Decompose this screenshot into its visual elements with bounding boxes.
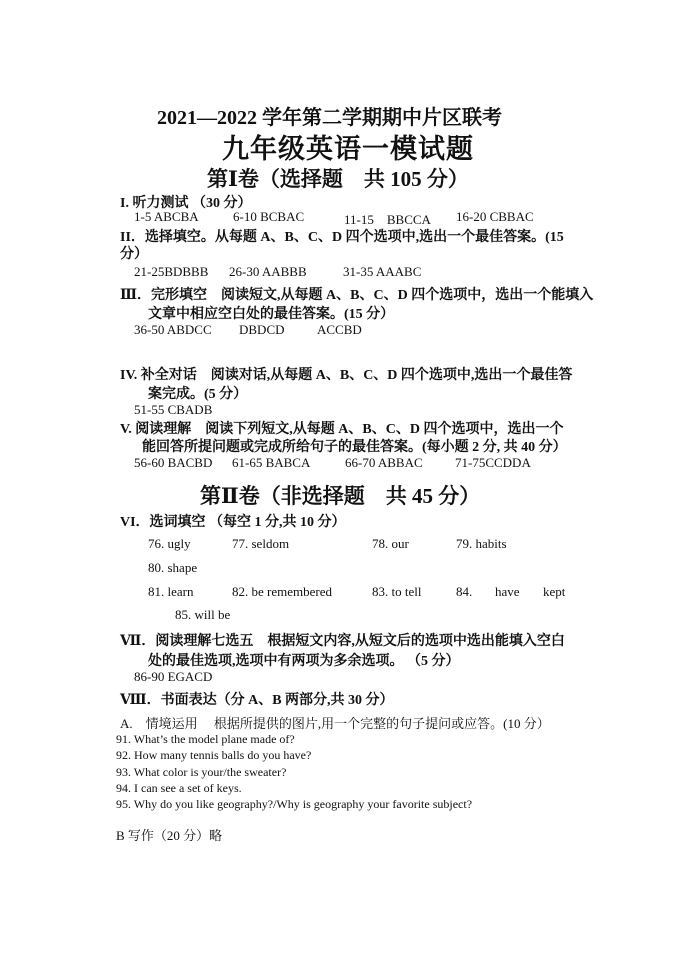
section-8-title: Ⅷ．书面表达（分 A、B 两部分,共 30 分）: [120, 693, 394, 708]
writing-answer: 94. I can see a set of keys.: [116, 781, 242, 795]
fill-answer: 79. habits: [456, 536, 507, 551]
section-5-title-cont: 能回答所提问题或完成所给句子的最佳答案。(每小题 2 分, 共 40 分）: [142, 440, 567, 455]
answer-group: 61-65 BABCA: [232, 455, 311, 470]
answer-group: DBDCD: [239, 322, 285, 337]
exam-series-title: 2021—2022 学年第二学期期中片区联考: [157, 107, 502, 129]
fill-answer: 85. will be: [175, 607, 231, 622]
section-2-title: II．选择填空。从每题 A、B、C、D 四个选项中,选出一个最佳答案。(15: [120, 230, 564, 245]
writing-answer: 91. What’s the model plane made of?: [116, 732, 295, 746]
section-7-title-cont: 处的最佳选项,选项中有两项为多余选项。 （5 分）: [148, 654, 460, 669]
part-2-title: 第Ⅱ卷（非选择题 共 45 分）: [200, 484, 481, 508]
answer-group: 6-10 BCBAC: [233, 209, 305, 224]
fill-answer: 83. to tell: [372, 584, 422, 599]
section-5-title: V. 阅读理解 阅读下列短文,从每题 A、B、C、D 四个选项中，选出一个: [120, 422, 564, 437]
section-4-title: IV. 补全对话 阅读对话,从每题 A、B、C、D 四个选项中,选出一个最佳答: [120, 368, 573, 383]
answer-group: 21-25BDBBB: [134, 264, 209, 279]
section-2-title-cont: 分）: [120, 247, 148, 262]
fill-answer: 84.: [456, 584, 473, 599]
writing-answer: 93. What color is your/the sweater?: [116, 765, 287, 779]
section-3-title-cont: 文章中相应空白处的最佳答案。(15 分）: [148, 307, 395, 322]
writing-answer: 92. How many tennis balls do you have?: [116, 748, 312, 762]
fill-answer: have: [495, 584, 520, 599]
section-1-title: I. 听力测试 （30 分）: [120, 196, 252, 211]
answer-group: 71-75CCDDA: [455, 455, 531, 470]
fill-answer: 81. learn: [148, 584, 194, 599]
subsection-a-title: A. 情境运用 根据所提供的图片,用一个完整的句子提问或应答。(10 分）: [120, 716, 550, 731]
fill-answer: 77. seldom: [232, 536, 290, 551]
section-4-title-cont: 案完成。(5 分）: [148, 387, 248, 402]
answer-group: 31-35 AAABC: [343, 264, 422, 279]
fill-answer: 78. our: [372, 536, 409, 551]
fill-answer: 76. ugly: [148, 536, 191, 551]
fill-answer: kept: [543, 584, 566, 599]
answer-group: 56-60 BACBD: [134, 455, 213, 470]
answer-group: 86-90 EGACD: [134, 669, 213, 684]
answer-group: 16-20 CBBAC: [456, 209, 534, 224]
subsection-b-title: B 写作（20 分）略: [116, 828, 223, 843]
fill-answer: 82. be remembered: [232, 584, 332, 599]
answer-group: 51-55 CBADB: [134, 402, 213, 417]
fill-answer: 80. shape: [148, 560, 198, 575]
answer-group: 11-15 BBCCA: [344, 212, 431, 227]
answer-group: 36-50 ABDCC: [134, 322, 212, 337]
answer-group: ACCBD: [317, 322, 362, 337]
section-3-title: Ⅲ．完形填空 阅读短文,从每题 A、B、C、D 四个选项中，选出一个能填入: [120, 288, 594, 303]
exam-title: 九年级英语一模试题: [222, 134, 474, 164]
answer-group: 1-5 ABCBA: [134, 209, 199, 224]
section-7-title: Ⅶ．阅读理解七选五 根据短文内容,从短文后的选项中选出能填入空白: [120, 634, 565, 649]
answer-group: 66-70 ABBAC: [345, 455, 423, 470]
writing-answer: 95. Why do you like geography?/Why is geography your favorite subject?: [116, 797, 473, 811]
section-6-title: VI．选词填空 （每空 1 分,共 10 分）: [120, 515, 346, 530]
part-1-title: 第Ⅰ卷（选择题 共 105 分）: [207, 167, 469, 191]
answer-group: 26-30 AABBB: [229, 264, 307, 279]
